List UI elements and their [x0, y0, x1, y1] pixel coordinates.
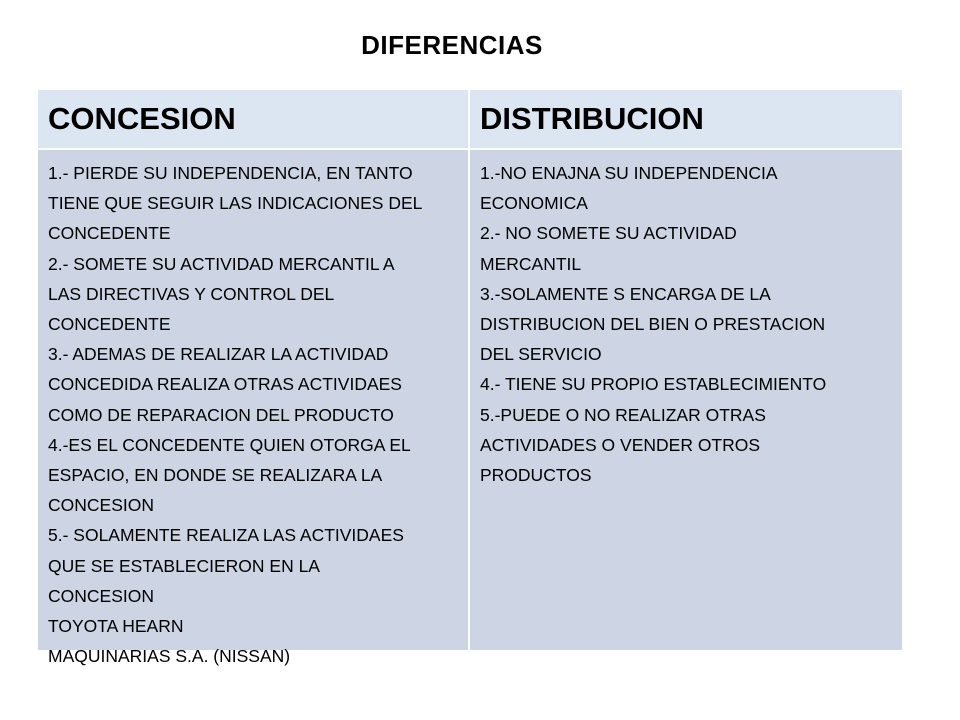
- concesion-line: CONCESION: [48, 585, 154, 606]
- concesion-line: CONCEDIDA REALIZA OTRAS ACTIVIDAES: [48, 374, 402, 395]
- concesion-line: CONCESION: [48, 495, 154, 516]
- concesion-line: ESPACIO, EN DONDE SE REALIZARA LA: [48, 465, 383, 486]
- distribucion-line: 2.- NO SOMETE SU ACTIVIDAD: [480, 223, 737, 244]
- concesion-line: TOYOTA HEARN: [48, 616, 184, 637]
- distribucion-line: 5.-PUEDE O NO REALIZAR OTRAS: [480, 404, 766, 425]
- distribucion-line: DISTRIBUCION DEL BIEN O PRESTACION: [480, 314, 826, 335]
- concesion-line: 1.- PIERDE SU INDEPENDENCIA, EN TANTO: [48, 163, 413, 183]
- concesion-line: 3.- ADEMAS DE REALIZAR LA ACTIVIDAD: [48, 344, 389, 365]
- concesion-line: 5.- SOLAMENTE REALIZA LAS ACTIVIDAES: [48, 525, 404, 546]
- slide-title: DIFERENCIAS: [361, 30, 543, 60]
- concesion-cell: [38, 150, 468, 667]
- distribucion-line: PRODUCTOS: [480, 465, 592, 486]
- distribucion-line: MERCANTIL: [480, 253, 582, 274]
- header-concesion: CONCESION: [38, 90, 468, 148]
- distribucion-line: ECONOMICA: [480, 193, 588, 214]
- concesion-line: 4.-ES EL CONCEDENTE QUIEN OTORGA EL: [48, 434, 411, 455]
- concesion-line: CONCEDENTE: [48, 314, 171, 335]
- concesion-line: CONCEDENTE: [48, 223, 171, 244]
- concesion-line: QUE SE ESTABLECIERON EN LA: [48, 555, 320, 576]
- concesion-line: COMO DE REPARACION DEL PRODUCTO: [48, 404, 394, 425]
- concesion-line: 2.- SOMETE SU ACTIVIDAD MERCANTIL A: [48, 253, 395, 274]
- distribucion-line: 3.-SOLAMENTE S ENCARGA DE LA: [480, 283, 771, 304]
- distribucion-line: 1.-NO ENAJNA SU INDEPENDENCIA: [480, 163, 778, 183]
- concesion-line: MAQUINARIAS S.A. (NISSAN): [48, 646, 291, 667]
- comparison-table: [38, 90, 902, 667]
- distribucion-cell: [470, 150, 902, 650]
- distribucion-line: ACTIVIDADES O VENDER OTROS: [480, 434, 761, 455]
- concesion-line: TIENE QUE SEGUIR LAS INDICACIONES DEL: [48, 193, 423, 214]
- concesion-line: LAS DIRECTIVAS Y CONTROL DEL: [48, 283, 335, 304]
- distribucion-line: DEL SERVICIO: [480, 344, 602, 365]
- header-distribucion: DISTRIBUCION: [470, 90, 902, 148]
- distribucion-line: 4.- TIENE SU PROPIO ESTABLECIMIENTO: [480, 374, 827, 395]
